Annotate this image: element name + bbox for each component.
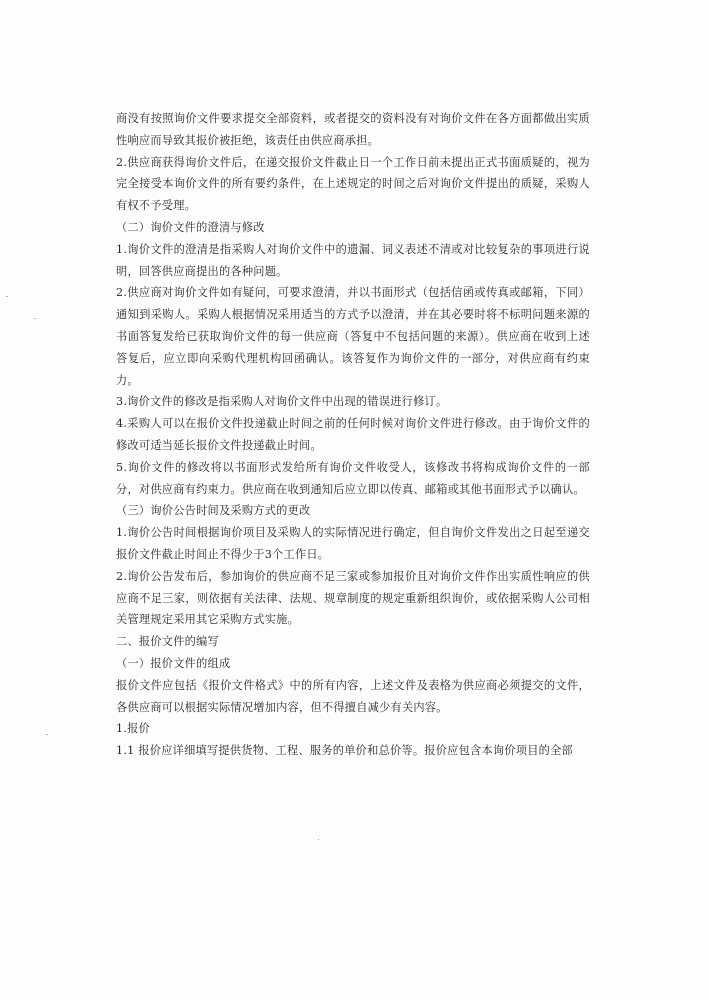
paragraph-announcement-1: 1.询价公告时间根据询价项目及采购人的实际情况进行确定，但自询价文件发出之日起至递交报价文件截止时间止不得少于3个工作日。 xyxy=(116,526,590,561)
item-heading-price: 1.报价 xyxy=(116,722,151,736)
section-heading-announcement: （三）询价公告时间及采购方式的更改 xyxy=(116,504,311,518)
chapter-heading-quotation: 二、报价文件的编写 xyxy=(116,635,219,649)
paragraph-clarification-4: 4.采购人可以在报价文件投递截止时间之前的任何时候对询价文件进行修改。由于询价文件的修改可适当延长报价文件投递截止时间。 xyxy=(116,417,590,452)
paragraph-composition: 报价文件应包括《报价文件格式》中的所有内容，上述文件及表格为供应商必须提交的文件，各供应商可以根据实际情况增加内容，但不得擅自减少有关内容。 xyxy=(116,678,590,714)
section-heading-clarification: （二）询价文件的澄清与修改 xyxy=(116,220,265,234)
paragraph-clarification-1: 1.询价文件的澄清是指采购人对询价文件中的遗漏、词义表述不清或对比较复杂的事项进行说明，回答供应商提出的各种问题。 xyxy=(116,242,590,278)
scan-speck xyxy=(46,734,48,735)
paragraph-continuation: 商没有按照询价文件要求提交全部资料，或者提交的资料没有对询价文件在各方面都做出实质性响应而导致其报价被拒绝，该责任由供应商承担。 xyxy=(116,112,590,147)
paragraph-clarification-5: 5.询价文件的修改将以书面形式发给所有询价文件收受人，该修改书将构成询价文件的一部分，对供应商有约束力。供应商在收到通知后应立即以传真、邮箱或其他书面形式予以确认。 xyxy=(116,460,590,496)
paragraph-clause-2: 2.供应商获得询价文件后，在递交报价文件截止日一个工作日前未提出正式书面质疑的，视为完全接受本询价文件的所有要约条件，在上述规定的时间之后对询价文件提出的质疑，采购人有权不予受理。 xyxy=(116,155,590,213)
paragraph-clarification-2: 2.供应商对询价文件如有疑问，可要求澄清，并以书面形式（包括信函或传真或邮箱，下同）通知到采购人。采购人根据情况采用适当的方式予以澄清，并在其必要时将不标明问题来源的书面答复发给已获取询价文件的每一供应商（答复中不包括问题的来源）。供应商在收到上述答复后，应立即向采购代理机构回函确认。该答复作为询价文件的一部分，对供应商有约束力。 xyxy=(116,286,590,387)
scan-speck xyxy=(318,839,319,840)
scan-speck xyxy=(34,318,36,319)
paragraph-price-1-1: 1.1 报价应详细填写提供货物、工程、服务的单价和总价等。报价应包含本询价项目的全部 xyxy=(116,744,573,758)
scan-speck xyxy=(6,296,8,297)
paragraph-clarification-3: 3.询价文件的修改是指采购人对询价文件中出现的错误进行修订。 xyxy=(116,395,448,409)
section-heading-composition: （一）报价文件的组成 xyxy=(116,656,231,670)
paragraph-announcement-2: 2.询价公告发布后，参加询价的供应商不足三家或参加报价且对询价文件作出实质性响应的供应商不足三家，则依据有关法律、法规、规章制度的规定重新组织询价，或依据采购人公司相关管理规定采用其它采购方式实施。 xyxy=(116,569,590,627)
document-body xyxy=(116,108,590,762)
